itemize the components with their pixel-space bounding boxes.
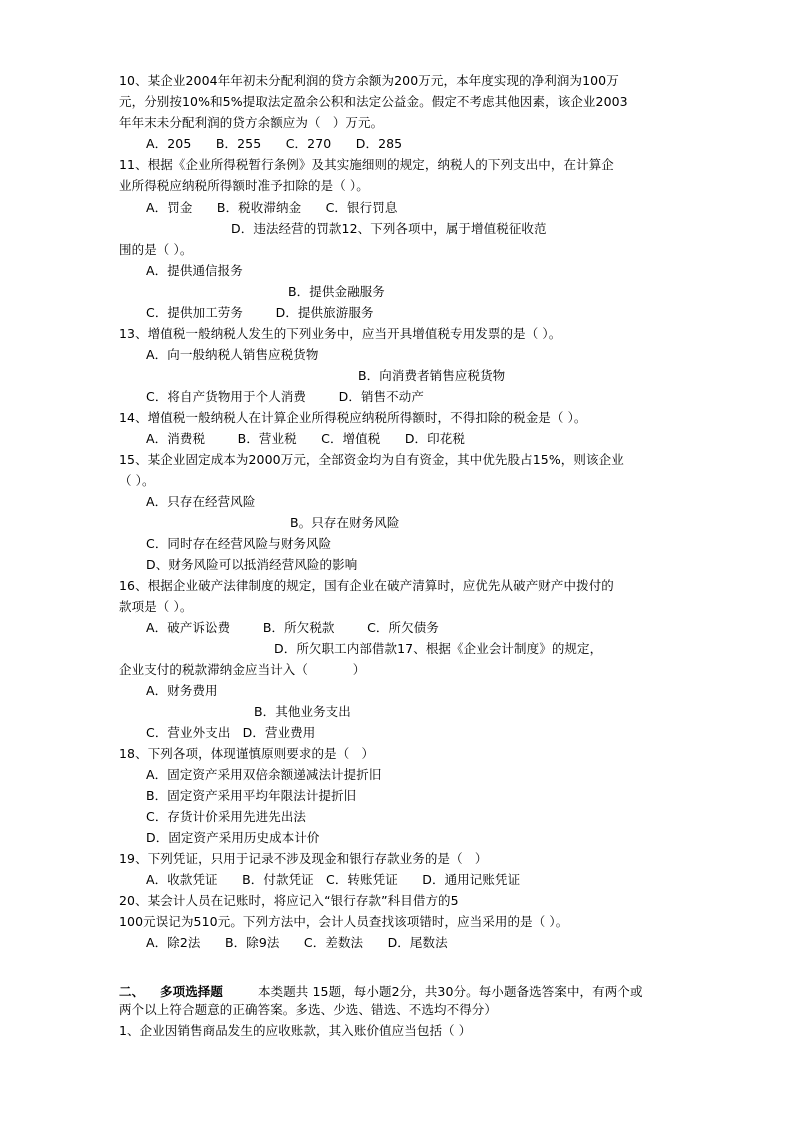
- q17-line-2: 企业支付的税款滞纳金应当计入（ ）: [119, 662, 366, 677]
- q13-options-cd: C．将自产货物用于个人消费 D．销售不动产: [146, 389, 424, 404]
- q11-option-d-q12-line-1: D．违法经营的罚款12、下列各项中，属于增值税征收范: [231, 221, 547, 236]
- q18-option-d: D．固定资产采用历史成本计价: [146, 830, 320, 845]
- q16-option-d-q17-line-1: D．所欠职工内部借款17、根据《企业会计制度》的规定，: [274, 641, 603, 656]
- q15-option-c: C．同时存在经营风险与财务风险: [146, 536, 332, 551]
- section-number: 二、: [119, 984, 145, 999]
- q18-option-c: C．存货计价采用先进先出法: [146, 809, 307, 824]
- q12-options-cd: C．提供加工劳务 D．提供旅游服务: [146, 305, 374, 320]
- section-title: 多项选择题: [160, 984, 224, 999]
- q10-options: A．205 B．255 C．270 D．285: [146, 136, 403, 151]
- q10-line-1: 10、某企业2004年年初未分配利润的贷方余额为200万元，本年度实现的净利润为100万: [119, 73, 619, 88]
- q17-option-a: A．财务费用: [146, 683, 218, 698]
- q15-line-1: 15、某企业固定成本为2000万元，全部资金均为自有资金，其中优先股占15%，则该企业: [119, 452, 624, 467]
- q14-options: A．消费税 B．营业税 C．增值税 D．印花税: [146, 431, 465, 446]
- q12-option-b: B．提供金融服务: [288, 284, 385, 299]
- q19-options: A．收款凭证 B．付款凭证 C．转账凭证 D．通用记账凭证: [146, 872, 521, 887]
- q15-option-d: D、财务风险可以抵消经营风险的影响: [146, 557, 358, 572]
- q11-line-1: 11、根据《企业所得税暂行条例》及其实施细则的规定，纳税人的下列支出中，在计算企: [119, 157, 614, 172]
- q11-line-2: 业所得税应纳税所得额时准予扣除的是（ ）。: [119, 178, 369, 193]
- q15-option-a: A．只存在经营风险: [146, 494, 256, 509]
- q18-option-a: A．固定资产采用双倍余额递减法计提折旧: [146, 767, 382, 782]
- q18-line-1: 18、下列各项，体现谨慎原则要求的是（ ）: [119, 746, 375, 761]
- q13-option-a: A．向一般纳税人销售应税货物: [146, 347, 319, 362]
- q14-line-1: 14、增值税一般纳税人在计算企业所得税应纳税所得额时，不得扣除的税金是（ ）。: [119, 410, 587, 425]
- q13-option-b: B．向消费者销售应税货物: [358, 368, 506, 383]
- q15-line-2: （ ）。: [119, 473, 155, 488]
- q20-options: A．除2法 B．除9法 C．差数法 D．尾数法: [146, 935, 448, 950]
- section-description-line-1: 本类题共 15题，每小题2分，共30分。每小题备选答案中，有两个或: [258, 984, 643, 999]
- q16-line-1: 16、根据企业破产法律制度的规定，国有企业在破产清算时，应优先从破产财产中拨付的: [119, 578, 614, 593]
- q17-options-cd: C．营业外支出 D．营业费用: [146, 725, 316, 740]
- q17-option-b: B．其他业务支出: [254, 704, 351, 719]
- q10-line-3: 年年末未分配利润的贷方余额应为（ ）万元。: [119, 115, 384, 130]
- q12-option-a: A．提供通信报务: [146, 263, 243, 278]
- q18-option-b: B．固定资产采用平均年限法计提折旧: [146, 788, 357, 803]
- q16-options-abc: A．破产诉讼费 B．所欠税款 C．所欠债务: [146, 620, 439, 635]
- q13-line-1: 13、增值税一般纳税人发生的下列业务中，应当开具增值税专用发票的是（ ）。: [119, 326, 562, 341]
- q12-line-2: 围的是（ ）。: [119, 242, 193, 257]
- q20-line-1: 20、某会计人员在记账时，将应记入“银行存款”科目借方的5: [119, 893, 459, 908]
- q16-line-2: 款项是（ ）。: [119, 599, 193, 614]
- mc-q1-line-1: 1、企业因销售商品发生的应收账款，其入账价值应当包括（ ）: [119, 1023, 472, 1038]
- q19-line-1: 19、下列凭证，只用于记录不涉及现金和银行存款业务的是（ ）: [119, 851, 488, 866]
- section-description-line-2: 两个以上符合题意的正确答案。多选、少选、错选、不选均不得分）: [119, 1002, 498, 1017]
- q15-option-b: B。只存在财务风险: [290, 515, 400, 530]
- q10-line-2: 元，分别按10%和5%提取法定盈余公积和法定公益金。假定不考虑其他因素，该企业2003: [119, 94, 628, 109]
- q11-options-abc: A．罚金 B．税收滞纳金 C．银行罚息: [146, 200, 398, 215]
- q20-line-2: 100元误记为510元。下列方法中，会计人员查找该项错时，应当采用的是（ ）。: [119, 914, 569, 929]
